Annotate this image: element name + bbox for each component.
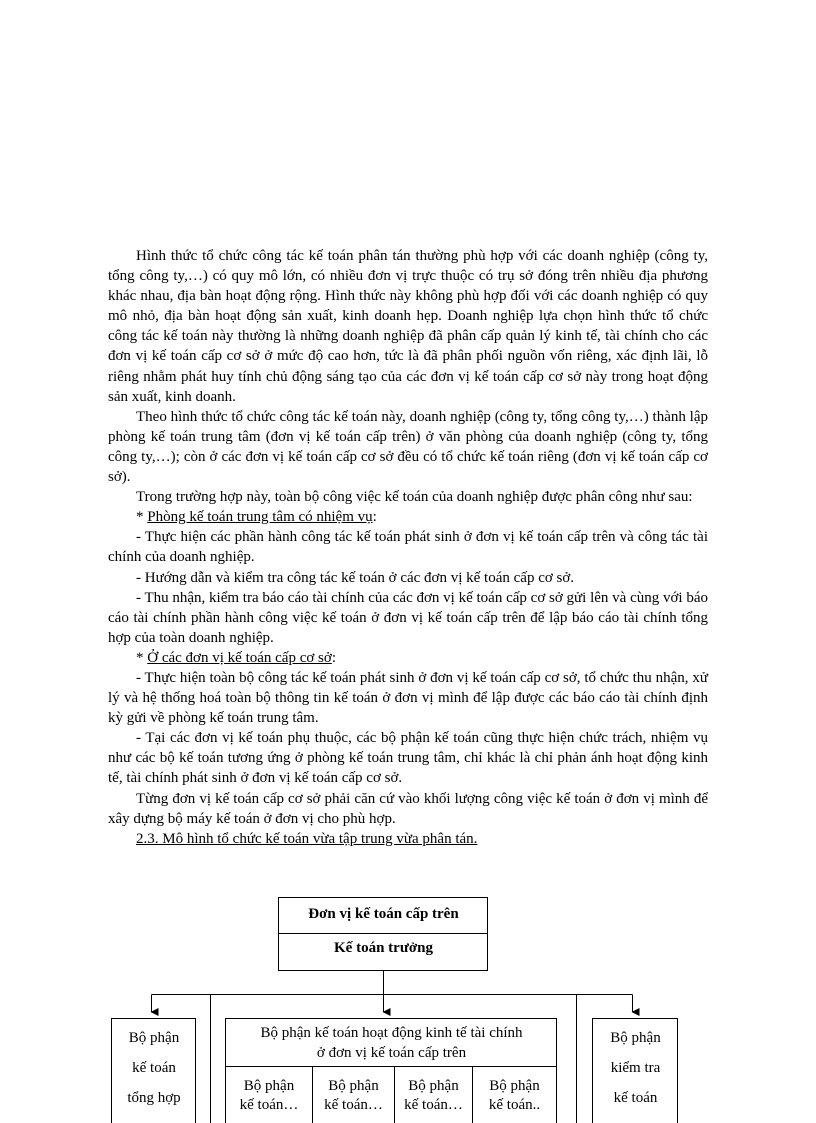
sub-box-3-line-2: kế toán… <box>404 1097 463 1113</box>
right-box-line-1: Bộ phận <box>610 1030 661 1046</box>
right-box-line-2: kiểm tra <box>610 1060 661 1076</box>
right-box-line-3: kế toán <box>613 1090 658 1106</box>
sub-box-3-line-1: Bộ phận <box>408 1078 459 1094</box>
sub-box-2-line-1: Bộ phận <box>328 1078 379 1094</box>
paragraph-1: Hình thức tổ chức công tác kế toán phân tán thường phù hợp với các doanh nghiệp (công ty, tổng công ty,…) có quy mô lớn, có nhiều đơn vị trực thuộc có trụ sở đóng trên nhiều địa phương khác nhau, địa bàn hoạt động rộng. Hình thức này không phù hợp đối với các doanh nghiệp có quy mô nhỏ, địa bàn hoạt động sản xuất, kinh doanh hẹp. Doanh nghiệp lựa chọn hình thức tổ chức công tác kế toán này thường là những doanh nghiệp đã phân cấp quản lý kinh tế, tài chính cho các đơn vị kế toán cấp cơ sở ở mức độ cao hơn, tức là đã phân phối nguồn vốn riêng, xác định lãi, lỗ riêng nhằm phát huy tính chủ động sáng tạo của các đơn vị kế toán cấp cơ sở này trong hoạt động sản xuất, kinh doanh. <box>108 248 708 405</box>
center-box-text <box>226 1023 557 1063</box>
left-box-line-3: tổng hợp <box>127 1090 181 1106</box>
sub-box-1-line-1: Bộ phận <box>243 1078 295 1094</box>
center-box-line-2: ở đơn vị kế toán cấp trên <box>316 1045 467 1061</box>
subhead-text: Ở các đơn vị kế toán cấp cơ sở <box>147 649 332 666</box>
sub-box-2-line-2: kế toán… <box>324 1097 383 1113</box>
sub-box-4-line-2: kế toán.. <box>488 1097 541 1113</box>
subhead-prefix: * <box>136 649 148 666</box>
subhead-suffix: : <box>372 509 377 526</box>
top-box-subtitle: Kế toán trưởng <box>334 940 433 956</box>
subhead-prefix: * <box>136 509 148 526</box>
paragraph-11: Từng đơn vị kế toán cấp cơ sở phải căn cứ vào khối lượng công việc kế toán ở đơn vị mình để xây dựng bộ máy kế toán ở đơn vị cho phù hợp. <box>108 790 708 827</box>
center-box-line-1: Bộ phận kế toán hoạt động kinh tế tài chính <box>260 1025 523 1041</box>
left-box-line-2: kế toán <box>132 1060 176 1076</box>
paragraph-12: 2.3. Mô hình tổ chức kế toán vừa tập trung vừa phân tán. <box>136 830 478 847</box>
left-box-text <box>112 1023 196 1113</box>
paragraph-6: - Hướng dẫn và kiểm tra công tác kế toán ở các đơn vị kế toán cấp cơ sở. <box>136 569 575 586</box>
sub-box-4 <box>473 1077 556 1115</box>
paragraph-9: - Thực hiện toàn bộ công tác kế toán phát sinh ở đơn vị kế toán cấp cơ sở, tổ chức thu nhận, xử lý và hệ thống hoá toàn bộ thông tin kế toán ở đơn vị mình để lập được các báo cáo tài chính định kỳ gửi về phòng kế toán trung tâm. <box>108 669 708 727</box>
top-box-title: Đơn vị kế toán cấp trên <box>308 906 459 922</box>
paragraph-5: - Thực hiện các phần hành công tác kế toán phát sinh ở đơn vị kế toán cấp trên và công tác tài chính của doanh nghiệp. <box>108 529 708 566</box>
sub-box-2 <box>313 1077 394 1115</box>
paragraph-2: Theo hình thức tổ chức công tác kế toán này, doanh nghiệp (công ty, tổng công ty,…) thành lập phòng kế toán trung tâm (đơn vị kế toán cấp trên) ở văn phòng của doanh nghiệp (công ty, tổng công ty,…); còn ở các đơn vị kế toán cấp cơ sở đều có tổ chức kế toán riêng (đơn vị kế toán cấp cơ sở). <box>108 408 708 486</box>
sub-box-4-line-1: Bộ phận <box>489 1078 540 1094</box>
subhead-text: Phòng kế toán trung tâm có nhiệm vụ <box>147 509 373 526</box>
right-box-text <box>593 1023 678 1113</box>
left-box-line-1: Bộ phận <box>128 1030 180 1046</box>
paragraph-7: - Thu nhận, kiểm tra báo cáo tài chính của các đơn vị kế toán cấp cơ sở gửi lên và cùng với báo cáo tài chính phần hành công việc kế toán ở đơn vị kế toán cấp trên để lập báo cáo tài chính tổng hợp của toàn doanh nghiệp. <box>108 589 708 646</box>
paragraph-3: Trong trường hợp này, toàn bộ công việc kế toán của doanh nghiệp được phân công như sau: <box>136 489 693 506</box>
subhead-suffix: : <box>331 649 336 666</box>
sub-box-1 <box>226 1077 312 1115</box>
paragraph-10: - Tại các đơn vị kế toán phụ thuộc, các bộ phận kế toán cũng thực hiện chức trách, nhiệm vụ như các bộ kế toán tương ứng ở phòng kế toán trung tâm, chỉ khác là chỉ phản ánh hoạt động kinh tế, tài chính phát sinh ở đơn vị kế toán cấp cơ sở. <box>108 730 708 787</box>
sub-box-3 <box>395 1077 472 1115</box>
sub-box-1-line-2: kế toán… <box>239 1097 299 1113</box>
